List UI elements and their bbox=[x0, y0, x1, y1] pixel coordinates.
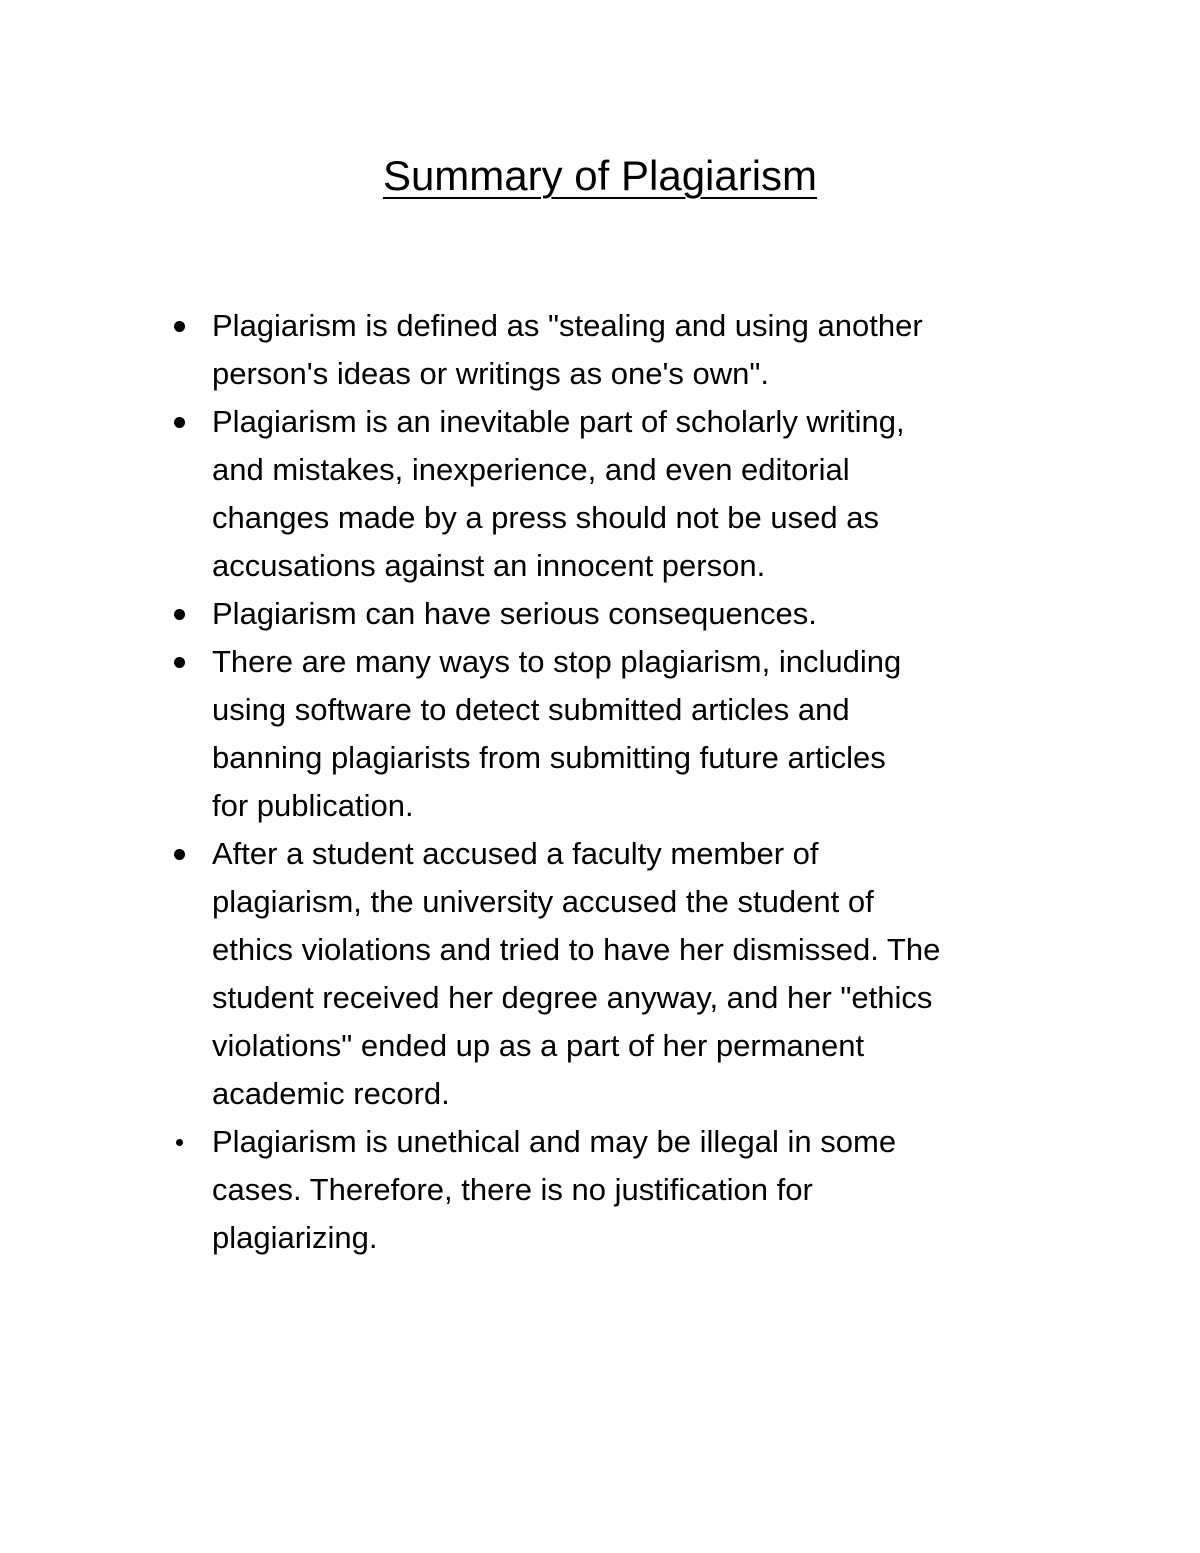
list-item-line: Plagiarism can have serious consequences. bbox=[212, 596, 817, 631]
list-item-line: cases. Therefore, there is no justification for bbox=[212, 1172, 813, 1207]
page-title: Summary of Plagiarism bbox=[382, 152, 818, 199]
list-item-line: banning plagiarists from submitting future articles bbox=[212, 740, 886, 775]
list-item-line: using software to detect submitted articles and bbox=[212, 692, 850, 727]
list-item-line: person's ideas or writings as one's own". bbox=[212, 356, 770, 391]
bullet-icon bbox=[174, 849, 185, 860]
list-item bbox=[212, 638, 1072, 830]
list-item-line: accusations against an innocent person. bbox=[212, 548, 766, 583]
list-item-line: There are many ways to stop plagiarism, including bbox=[212, 644, 902, 679]
list-item bbox=[212, 302, 1072, 398]
list-item-line: academic record. bbox=[212, 1076, 450, 1111]
list-item-line: and mistakes, inexperience, and even editorial bbox=[212, 452, 850, 487]
list-item-line: violations" ended up as a part of her permanent bbox=[212, 1028, 865, 1063]
list-item-line: plagiarism, the university accused the student of bbox=[212, 884, 874, 919]
list-item-line: After a student accused a faculty member of bbox=[212, 836, 819, 871]
list-item-line: changes made by a press should not be used as bbox=[212, 500, 879, 535]
list-item bbox=[212, 398, 1072, 590]
list-item bbox=[212, 830, 1072, 1118]
bullet-icon bbox=[174, 609, 185, 620]
list-item bbox=[212, 590, 1072, 638]
bullet-list bbox=[212, 302, 1072, 1262]
list-item-line: Plagiarism is unethical and may be illegal in some bbox=[212, 1124, 897, 1159]
bullet-icon bbox=[174, 321, 185, 332]
bullet-icon bbox=[176, 1139, 183, 1146]
list-item-line: student received her degree anyway, and her "ethics bbox=[212, 980, 933, 1015]
list-item bbox=[212, 1118, 1072, 1262]
list-item-line: ethics violations and tried to have her dismissed. The bbox=[212, 932, 941, 967]
bullet-icon bbox=[174, 417, 185, 428]
list-item-line: plagiarizing. bbox=[212, 1220, 378, 1255]
list-item-line: Plagiarism is defined as "stealing and using another bbox=[212, 308, 923, 343]
bullet-icon bbox=[174, 657, 185, 668]
list-item-line: for publication. bbox=[212, 788, 414, 823]
list-item-line: Plagiarism is an inevitable part of scholarly writing, bbox=[212, 404, 905, 439]
